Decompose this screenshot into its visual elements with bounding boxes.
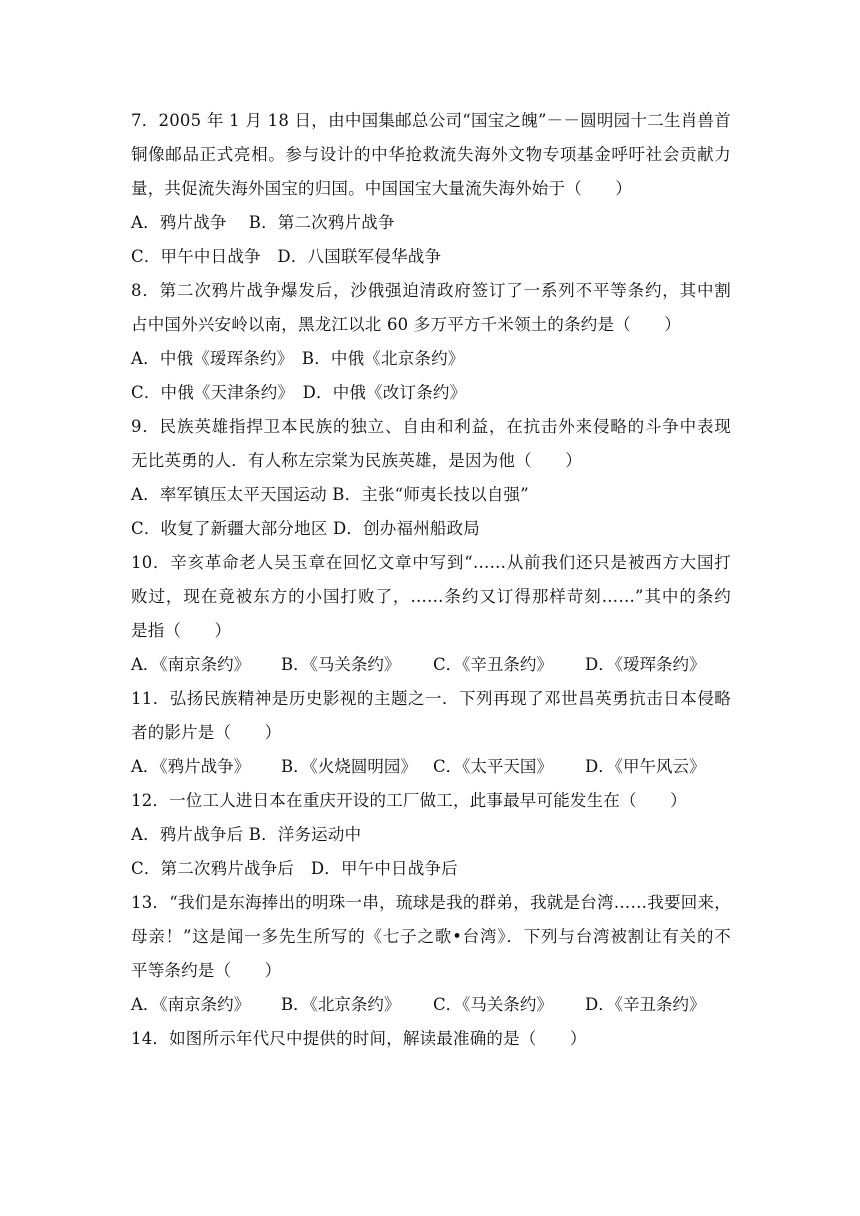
answer-options-line: C．第二次鸦片战争后 D．甲午中日战争后 (131, 859, 458, 878)
answer-option-a: A．《南京条约》 (131, 655, 251, 674)
answer-options-line: A．鸦片战争后 B．洋务运动中 (131, 825, 362, 844)
question-stem-line: 7．2005 年 1 月 18 日，由中国集邮总公司“国宝之魄”－－圆明园十二生肖兽首 (131, 111, 731, 130)
answer-options-line: C．甲午中日战争 D．八国联军侵华战争 (131, 247, 442, 266)
answer-options-line: C．收复了新疆大部分地区 D．创办福州船政局 (131, 519, 480, 538)
question-stem-line: 量，共促流失海外国宝的归国。中国国宝大量流失海外始于（ ） (131, 179, 632, 198)
question-stem-line: 无比英勇的人．有人称左宗棠为民族英雄，是因为他（ ） (131, 451, 582, 470)
answer-option-a: A．《鸦片战争》 (131, 757, 251, 776)
answer-options-line: A．鸦片战争 B．第二次鸦片战争 (131, 213, 395, 232)
question-stem-line: 平等条约是（ ） (131, 961, 282, 980)
answer-options-row (131, 750, 731, 784)
answer-option-d: D．《瑷珲条约》 (585, 655, 706, 674)
answer-option-b: B．《马关条约》 (281, 655, 401, 674)
question-12 (131, 784, 731, 886)
question-stem-line: 11．弘扬民族精神是历史影视的主题之一．下列再现了邓世昌英勇抗击日本侵略 (131, 689, 731, 708)
question-stem-line: 13．“我们是东海捧出的明珠一串，琉球是我的群弟，我就是台湾……我要回来， (131, 893, 731, 912)
answer-options-line: C．中俄《天津条约》 D．中俄《改订条约》 (131, 383, 467, 402)
question-stem-line: 败过，现在竟被东方的小国打败了，……条约又订得那样苛刻……”其中的条约 (131, 587, 731, 606)
question-13 (131, 886, 731, 1022)
answer-option-b: B．《北京条约》 (281, 995, 401, 1014)
answer-options-row (131, 988, 731, 1022)
exam-page (131, 104, 731, 1056)
question-9 (131, 410, 731, 546)
question-stem-line: 铜像邮品正式亮相。参与设计的中华抢救流失海外文物专项基金呼吁社会贡献力 (131, 145, 731, 164)
question-stem-line: 12．一位工人进日本在重庆开设的工厂做工，此事最早可能发生在（ ） (131, 791, 687, 810)
question-14 (131, 1022, 731, 1056)
answer-option-c: C．《辛丑条约》 (433, 655, 553, 674)
answer-option-b: B．《火烧圆明园》 (281, 757, 417, 776)
question-stem-line: 是指（ ） (131, 621, 232, 640)
question-7 (131, 104, 731, 274)
question-8 (131, 274, 731, 410)
question-10 (131, 546, 731, 682)
question-stem-line: 8．第二次鸦片战争爆发后，沙俄强迫清政府签订了一系列不平等条约，其中割 (131, 281, 731, 300)
answer-option-c: C．《太平天国》 (433, 757, 553, 776)
answer-option-d: D．《甲午风云》 (585, 757, 706, 776)
question-stem-line: 者的影片是（ ） (131, 723, 282, 742)
question-stem-line: 母亲！”这是闻一多先生所写的《七子之歌•台湾》．下列与台湾被割让有关的不 (131, 927, 731, 946)
answer-option-c: C．《马关条约》 (433, 995, 553, 1014)
answer-option-a: A．《南京条约》 (131, 995, 251, 1014)
question-stem-line: 9．民族英雄指捍卫本民族的独立、自由和利益，在抗击外来侵略的斗争中表现 (131, 417, 731, 436)
answer-options-line: A．中俄《瑷珲条约》 B．中俄《北京条约》 (131, 349, 465, 368)
answer-options-line: A．率军镇压太平天国运动 B．主张“师夷长技以自强” (131, 485, 529, 504)
question-stem-line: 占中国外兴安岭以南，黑龙江以北 60 多万平方千米领土的条约是（ ） (131, 315, 681, 334)
question-stem-line: 14．如图所示年代尺中提供的时间，解读最准确的是（ ） (131, 1029, 587, 1048)
question-stem-line: 10．辛亥革命老人吴玉章在回忆文章中写到“……从前我们还只是被西方大国打 (131, 553, 731, 572)
question-11 (131, 682, 731, 784)
answer-option-d: D．《辛丑条约》 (585, 995, 706, 1014)
answer-options-row (131, 648, 731, 682)
